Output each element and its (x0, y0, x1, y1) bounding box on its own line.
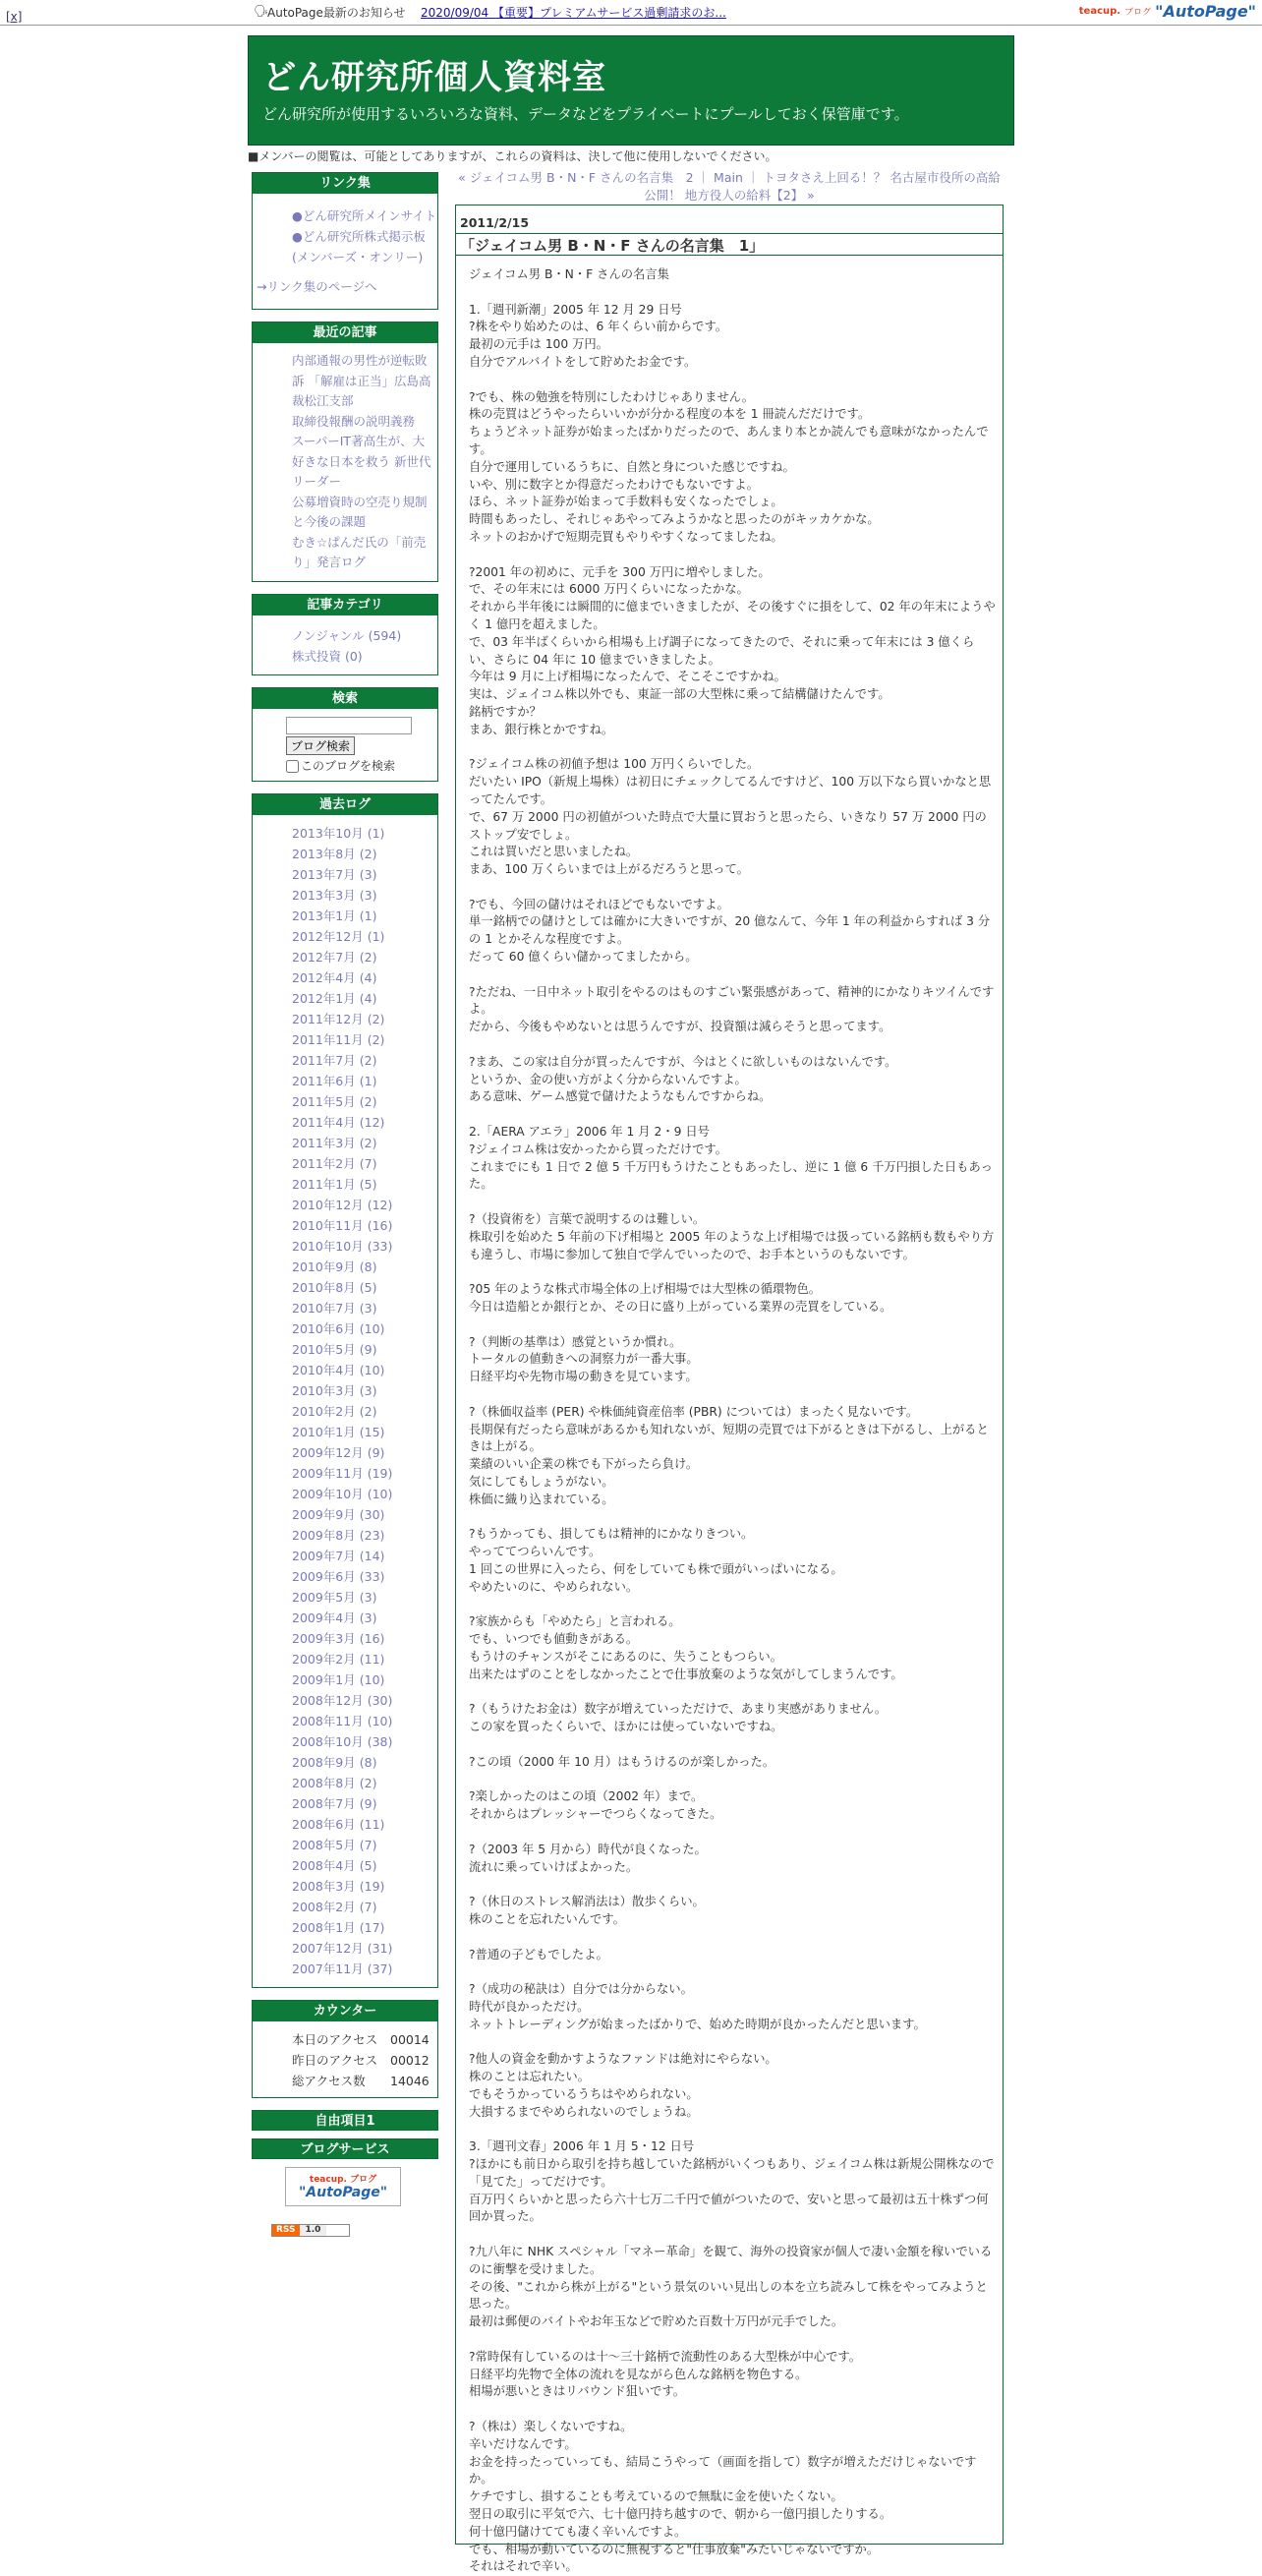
counter-value: 00012 (390, 2052, 430, 2068)
archive-month-link[interactable]: 2010年7月 (3) (292, 1300, 377, 1316)
autopage-badge-main: "AutoPage" (298, 2185, 388, 2200)
archive-month-link[interactable]: 2009年11月 (19) (292, 1465, 393, 1481)
recent-post-link[interactable]: 公募増資時の空売り規制と今後の課題 (292, 494, 428, 529)
search-this-blog-checkbox[interactable] (286, 760, 299, 773)
archive-month-link[interactable]: 2008年10月 (38) (292, 1733, 393, 1749)
links-more-link[interactable]: →リンク集のページへ (257, 279, 377, 294)
categories-list (253, 621, 437, 667)
autopage-notice-bar (0, 0, 1262, 26)
counter-box (252, 2000, 438, 2098)
article-date: 2011/2/15 (460, 215, 530, 230)
links-box-title: リンク集 (253, 173, 437, 194)
divider (456, 255, 1003, 256)
archive-month-link[interactable]: 2010年4月 (10) (292, 1362, 385, 1377)
archive-month-link[interactable]: 2011年5月 (2) (292, 1093, 377, 1109)
archive-month-link[interactable]: 2009年12月 (9) (292, 1444, 385, 1460)
archive-month-link[interactable]: 2011年7月 (2) (292, 1052, 377, 1068)
search-title: 検索 (253, 688, 437, 709)
archive-month-link[interactable]: 2011年1月 (5) (292, 1176, 377, 1192)
search-input[interactable] (286, 717, 412, 734)
archive-month-link[interactable]: 2008年3月 (19) (292, 1878, 385, 1894)
counter-row (292, 2050, 437, 2071)
notice-label: AutoPage最新のお知らせ (267, 6, 406, 20)
sidebar (252, 172, 438, 2237)
search-this-blog-label: このブログを検索 (301, 758, 396, 773)
counter-title: カウンター (253, 2001, 437, 2021)
link-main-site[interactable]: ●どん研究所メインサイト (292, 208, 437, 223)
article-body: ジェイコム男 B・N・F さんの名言集 1.「週刊新潮」2005 年 12 月 29 日号 ?株をやり始めたのは、6 年くらい前からです。 最初の元手は 100 万円。 自分でアルバイトをして貯めたお金です。 ?でも、株の勉強を特別にしたわけじゃありません。 株の売買はどうやったらいいかが分かる程度の本を 1 冊読んだだけです。 ちょうどネット証券が始まったばかりだったので、あんまり本とか読んでも意味がなかったんです。 自分で運用しているうちに、自然と身についた感じですね。 いや、別に数字とか得意だったわけでもないですよ。 ほら、ネット証券が始まって手数料も安くなったでしょ。 時間もあったし、それじゃあやってみようかなと思ったのがキッカケかな。 ネットのおかげで短期売買もやりやすくなってましたね。 ?2001 年の初めに、元手を 300 万円に増やしました。 で、その年末には 6000 万円くらいになったかな。 それから半年後には瞬間的に億までいきましたが、その後すぐに損をして、02 年の年末にようやく 1 億円を超えました。 で、03 年半ばくらいから相場も上げ調子になってきたので、それに乗って年末には 3 億くらい、さらに 04 年に 10 億までいきましたよ。 今年は 9 月に上げ相場になったんで、そこそこですかね。 実は、ジェイコム株以外でも、東証一部の大型株に乗って結構儲けたんです。 銘柄ですか？ まあ、銀行株とかですね。 ?ジェイコム株の初値予想は 100 万円くらいでした。 だいたい IPO（新規上場株）は初日にチェックしてるんですけど、100 万以下なら買いかなと思ってたんです。 で、67 万 2000 円の初値がついた時点で大量に買おうと思ったら、いきなり 57 万 2000 円のストップ安でしょ。 これは買いだと思いましたね。 まあ、100 万くらいまでは上がるだろうと思って。 ?でも、今回の儲けはそれほどでもないですよ。 単一銘柄での儲けとしては確かに大きいですが、20 億なんて、今年 1 年の利益からすれば 3 分の 1 とかそんな程度ですよ。 だって 60 億くらい儲かってましたから。 ?ただね、一日中ネット取引をやるのはものすごい緊張感があって、精神的にかなりキツイんですよ。 だから、今後もやめないとは思うんですが、投資額は減らそうと思ってます。 ?まあ、この家は自分が買ったんですが、今はとくに欲しいものはないんです。 というか、金の使い方がよく分からないんですよ。 ある意味、ゲーム感覚で儲けたようなもんですからね。 2.「AERA アエラ」2006 年 1 月 2・9 日号 ?ジェイコム株は安かったから買っただけです。 これまでにも 1 日で 2 億 5 千万円もうけたこともあったし、逆に 1 億 6 千万円損した日もあった。 ?（投資術を）言葉で説明するのは難しい。 株取引を始めた 5 年前の下げ相場と 2005 年のような上げ相場では扱っている銘柄も数もやり方も違うし、市場に参加して独自で学んでいったので、お手本というのもないです。 ?05 年のような株式市場全体の上げ相場では大型株の循環物色。 今日は造船とか銀行とか、その日に盛り上がっている業界の売買をしている。 ?（判断の基準は）感覚というか慣れ。 トータルの値動きへの洞察力が一番大事。 日経平均や先物市場の動きを見ています。 ?（株価収益率 (PER) や株価純資産倍率 (PBR) については）まったく見ないです。 長期保有だったら意味があるかも知れないが、短期の売買では下がるときは下がるし、上がるときは上がる。 業績のいい企業の株でも下がったら負け。 気にしてもしょうがない。 株価に織り込まれている。 ?もうかっても、損してもは精神的にかなりきつい。 やっててつらいんです。 1 回この世界に入ったら、何をしていても株で頭がいっぱいになる。 やめたいのに、やめられない。 ?家族からも「やめたら」と言われる。 でも、いつでも値動きがある。 もうけのチャンスがそこにあるのに、失うこともつらい。 出来たはずのことをしなかったことで仕事放棄のような気がしてしまうんです。 ?（もうけたお金は）数字が増えていっただけで、あまり実感がありません。 この家を買ったくらいで、ほかには使っていないですね。 ?この頃（2000 年 10 月）はもうけるのが楽しかった。 ?楽しかったのはこの頃（2002 年）まで。 それからはプレッシャーでつらくなってきた。 ?（2003 年 5 月から）時代が良くなった。 流れに乗っていけばよかった。 ?（休日のストレス解消法は）散歩くらい。 株のことを忘れたいんです。 ?普通の子どもでしたよ。 ?（成功の秘訣は）自分では分からない。 時代が良かっただけ。 ネットトレーディングが始まったばかりで、始めた時期が良かったんだと思います。 ?他人の資金を動かすようなファンドは絶対にやらない。 株のことは忘れたい。 でもそうかっているうちはやめられない。 大損するまでやめられないのでしょうね。 3.「週刊文春」2006 年 1 月 5・12 日号 ?ほかにも前日から取引を持ち越していた銘柄がいくつもあり、ジェイコム株は新規公開株なので「見てた」ってだけです。 百万円くらいかと思ったら六十七万二千円で値がついたので、安いと思って最初は五十株ずつ何回か買った。 ?九八年に NHK スペシャル「マネー革命」を観て、海外の投資家が個人で凄い金額を稼いでいるのに衝撃を受けました。 その後、"これから株が上がる"という景気のいい見出しの本を立ち読みして株をやってみようと思った。 最初は郵便のバイトやお年玉などで貯めた百数十万円が元手でした。 ?常時保有しているのは十～三十銘柄で流動性のある大型株が中心です。 日経平均先物で全体の流れを見ながら色んな銘柄を物色する。 相場が悪いときはリバウンド狙いです。 ?（株は）楽しくないですね。 辛いだけなんです。 お金を持ったっていっても、結局こうやって（画面を指して）数字が増えただけじゃないですか。 ケチですし、損することも考えているので無駄に金を使いたくない。 翌日の取引に平気で六、七十億円持ち越すので、朝から一億円損したりする。 何十億円儲けてても凄く辛いんですよ。 でも、相場が動いているのに無視すると"仕事放棄"みたいじゃないですか。 それはそれで辛い。 (469, 267, 996, 2574)
archive-month-link[interactable]: 2012年7月 (2) (292, 949, 377, 965)
archive-month-link[interactable]: 2009年4月 (3) (292, 1610, 377, 1625)
archive-month-link[interactable]: 2010年6月 (10) (292, 1320, 385, 1336)
archive-month-link[interactable]: 2011年3月 (2) (292, 1135, 377, 1150)
archive-list (253, 821, 437, 1979)
counter-value: 00014 (390, 2031, 430, 2047)
free-item-title: 自由項目1 (252, 2110, 438, 2131)
archive-month-link[interactable]: 2010年1月 (15) (292, 1424, 385, 1439)
counter-row (292, 2071, 437, 2091)
counter-value: 14046 (390, 2073, 430, 2088)
archive-month-link[interactable]: 2010年8月 (5) (292, 1279, 377, 1295)
archive-month-link[interactable]: 2011年11月 (2) (292, 1031, 385, 1047)
archive-month-link[interactable]: 2008年12月 (30) (292, 1692, 393, 1708)
main-link[interactable]: Main (714, 170, 743, 185)
archive-box (252, 793, 438, 1988)
archive-month-link[interactable]: 2009年10月 (10) (292, 1486, 393, 1501)
blog-logo-text: ブログ (1124, 8, 1152, 18)
teacup-logo-text: teacup. (1078, 6, 1121, 17)
archive-month-link[interactable]: 2011年2月 (7) (292, 1155, 377, 1171)
archive-month-link[interactable]: 2013年10月 (1) (292, 825, 385, 841)
member-notice: ■メンバーの閲覧は、可能としてありますが、これらの資料は、決して他に使用しないでください。 (248, 149, 777, 163)
blog-header (248, 35, 1014, 146)
archive-month-link[interactable]: 2011年4月 (12) (292, 1114, 385, 1130)
archive-month-link[interactable]: 2010年12月 (12) (292, 1197, 393, 1212)
archive-month-link[interactable]: 2009年3月 (16) (292, 1630, 385, 1646)
search-box (252, 687, 438, 782)
archive-month-link[interactable]: 2012年1月 (4) (292, 990, 377, 1006)
archive-month-link[interactable]: 2008年7月 (9) (292, 1795, 377, 1811)
archive-month-link[interactable]: 2008年6月 (11) (292, 1816, 385, 1832)
archive-month-link[interactable]: 2008年11月 (10) (292, 1713, 393, 1728)
recent-post-link[interactable]: スーパーIT著高生が、大好きな日本を救う 新世代リーダー (292, 434, 431, 489)
archive-month-link[interactable]: 2013年1月 (1) (292, 907, 377, 923)
archive-month-link[interactable]: 2010年3月 (3) (292, 1382, 377, 1398)
autopage-logo[interactable] (1079, 2, 1256, 21)
links-box (252, 172, 438, 310)
archive-month-link[interactable]: 2008年4月 (5) (292, 1857, 377, 1873)
rss-badge-left: RSS (272, 2225, 300, 2236)
notice-link[interactable]: 2020/09/04 【重要】プレミアムサービス過剰請求のお... (421, 6, 726, 20)
archive-month-link[interactable]: 2013年7月 (3) (292, 866, 377, 882)
blog-service-title: ブログサービス (252, 2138, 438, 2159)
recent-posts-list (253, 349, 437, 573)
archive-month-link[interactable]: 2010年2月 (2) (292, 1403, 377, 1419)
counter-label: 昨日のアクセス (292, 2052, 378, 2068)
recent-post-link[interactable]: 取締役報酬の説明義務 (292, 413, 416, 429)
archive-month-link[interactable]: 2009年9月 (30) (292, 1506, 385, 1522)
counter-list (253, 2021, 437, 2097)
counter-label: 本日のアクセス (292, 2031, 378, 2047)
archive-month-link[interactable]: 2007年12月 (31) (292, 1940, 393, 1956)
archive-title: 過去ログ (253, 794, 437, 815)
rss-badge-right: 1.0 (300, 2225, 327, 2236)
categories-title: 記事カテゴリ (253, 595, 437, 615)
recent-posts-title: 最近の記事 (253, 322, 437, 343)
archive-month-link[interactable]: 2008年9月 (8) (292, 1754, 377, 1770)
archive-month-link[interactable]: 2009年2月 (11) (292, 1651, 385, 1667)
archive-month-link[interactable]: 2011年12月 (2) (292, 1011, 385, 1026)
category-nongenre[interactable]: ノンジャンル (594) (292, 627, 402, 643)
counter-label: 総アクセス数 (292, 2073, 366, 2088)
autopage-badge[interactable] (285, 2167, 401, 2206)
archive-month-link[interactable]: 2008年8月 (2) (292, 1775, 377, 1790)
archive-month-link[interactable]: 2009年6月 (33) (292, 1568, 385, 1584)
archive-month-link[interactable]: 2013年3月 (3) (292, 887, 377, 903)
archive-month-link[interactable]: 2011年6月 (1) (292, 1073, 377, 1088)
archive-month-link[interactable]: 2012年12月 (1) (292, 928, 385, 944)
prev-post-link[interactable]: « ジェイコム男 B・N・F さんの名言集 2 (458, 170, 694, 185)
blog-search-button[interactable]: ブログ検索 (286, 736, 355, 755)
archive-month-link[interactable]: 2012年4月 (4) (292, 969, 377, 985)
autopage-badge-top: teacup. ブログ (309, 2175, 377, 2185)
blog-title[interactable]: どん研究所個人資料室 (262, 58, 606, 97)
rss-feed-badge[interactable] (271, 2224, 350, 2237)
article (455, 205, 1004, 2574)
next-post-link[interactable]: トヨタさえ上回る！？ 名古屋市役所の高給 公開！ 地方役人の給料【2】 » (644, 170, 1001, 203)
archive-month-link[interactable]: 2008年1月 (17) (292, 1919, 385, 1935)
archive-month-link[interactable]: 2007年11月 (37) (292, 1961, 393, 1976)
archive-month-link[interactable]: 2010年11月 (16) (292, 1217, 393, 1233)
archive-month-link[interactable]: 2009年1月 (10) (292, 1671, 385, 1687)
links-list (253, 200, 437, 267)
category-stock[interactable]: 株式投資 (0) (292, 648, 363, 664)
archive-month-link[interactable]: 2009年8月 (23) (292, 1527, 385, 1543)
close-notice-link[interactable]: [x] (6, 10, 23, 24)
recent-posts-box (252, 322, 438, 582)
archive-month-link[interactable]: 2010年10月 (33) (292, 1238, 393, 1254)
counter-row (292, 2029, 437, 2050)
article-title[interactable]: 「ジェイコム男 B・N・F さんの名言集 1」 (460, 237, 765, 255)
link-stock-board[interactable]: ●どん研究所株式掲示板(メンバーズ・オンリー) (292, 229, 426, 264)
recent-post-link[interactable]: むき☆ぱんだ氏の「前売り」発言ログ (292, 534, 427, 569)
archive-month-link[interactable]: 2008年5月 (7) (292, 1837, 377, 1852)
recent-post-link[interactable]: 内部通報の男性が逆転敗訴 「解雇は正当」広島高裁松江支部 (292, 353, 431, 408)
archive-month-link[interactable]: 2010年5月 (9) (292, 1341, 377, 1357)
nav-separator: ｜ (697, 170, 711, 185)
post-navigation (456, 169, 1003, 205)
archive-month-link[interactable]: 2009年5月 (3) (292, 1589, 377, 1605)
megaphone-icon: 🗣 (254, 4, 269, 18)
categories-box (252, 594, 438, 675)
archive-month-link[interactable]: 2009年7月 (14) (292, 1548, 385, 1563)
archive-month-link[interactable]: 2013年8月 (2) (292, 846, 377, 861)
divider (456, 233, 1003, 234)
nav-separator: ｜ (746, 170, 760, 185)
autopage-logo-text: "AutoPage" (1155, 2, 1256, 21)
blog-description: どん研究所が使用するいろいろな資料、データなどをプライベートにプールしておく保管庫です。 (262, 105, 909, 123)
archive-month-link[interactable]: 2010年9月 (8) (292, 1259, 377, 1274)
archive-month-link[interactable]: 2008年2月 (7) (292, 1899, 377, 1914)
